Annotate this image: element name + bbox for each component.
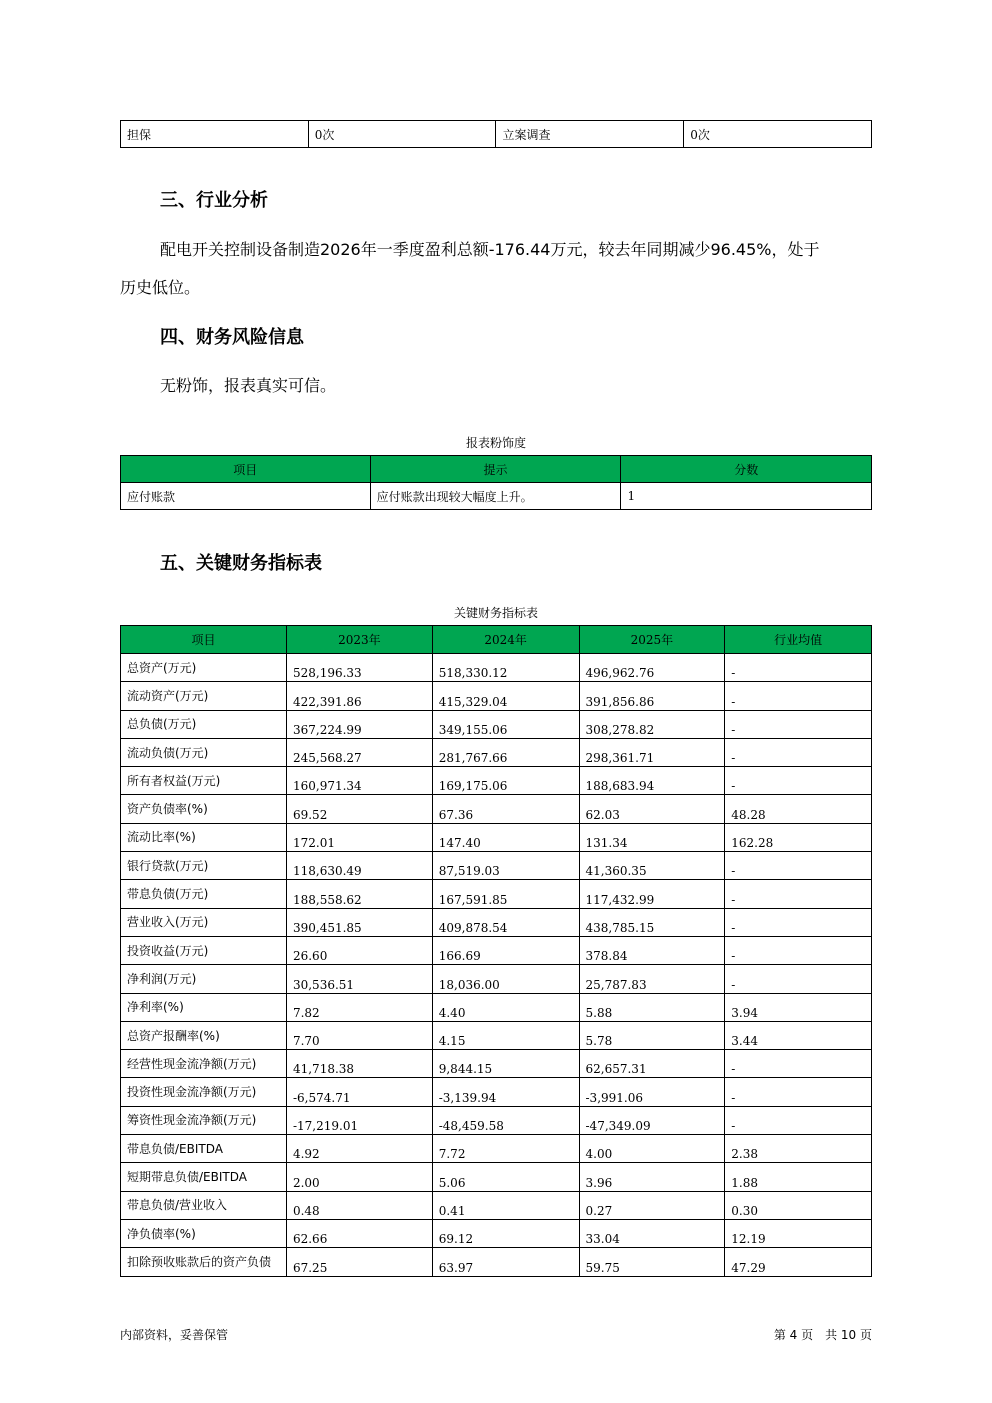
table-cell: - [725,1078,872,1106]
table-cell: 7.70 [286,1021,432,1049]
table-cell: 25,787.83 [579,965,725,993]
table-cell: 378.84 [579,936,725,964]
table-cell: 349,155.06 [432,710,579,738]
table-cell: 26.60 [286,936,432,964]
table-cell: 298,361.71 [579,738,725,766]
kpi-table-caption: 关键财务指标表 [453,606,538,620]
table-cell: 131.34 [579,823,725,851]
table-cell: 496,962.76 [579,654,725,682]
risk-count-table [120,120,872,148]
table-row [121,654,872,682]
table-row [121,1219,872,1247]
table-header-row [121,626,872,654]
row-label: 总资产(万元) [121,654,287,682]
table-cell: 7.82 [286,993,432,1021]
table-cell: - [725,767,872,795]
table-cell: 438,785.15 [579,908,725,936]
table-cell: 1 [621,483,872,510]
table-row [121,1078,872,1106]
table-cell: 5.06 [432,1163,579,1191]
table-cell: -3,991.06 [579,1078,725,1106]
kpi-table [120,625,872,1277]
row-label: 净利率(%) [121,993,287,1021]
table-cell: 2.00 [286,1163,432,1191]
table-cell: -48,459.58 [432,1106,579,1134]
table-row [121,852,872,880]
column-header: 项目 [121,626,287,654]
table-cell: 160,971.34 [286,767,432,795]
investigation-label: 立案调查 [496,121,684,148]
table-cell: 0.48 [286,1191,432,1219]
table-cell: - [725,682,872,710]
table-cell: 4.92 [286,1135,432,1163]
table-cell: 67.36 [432,795,579,823]
table-row [121,795,872,823]
risk-paragraph: 无粉饰，报表真实可信。 [160,376,337,395]
table-cell: 12.19 [725,1219,872,1247]
row-label: 筹资性现金流净额(万元) [121,1106,287,1134]
table-cell: - [725,710,872,738]
table-cell: 172.01 [286,823,432,851]
table-cell: 3.44 [725,1021,872,1049]
table-cell: 0.41 [432,1191,579,1219]
table-row [121,1106,872,1134]
table-row [121,823,872,851]
table-row [121,1248,872,1276]
section-kpi-title: 五、关键财务指标表 [160,553,322,574]
row-label: 流动资产(万元) [121,682,287,710]
table-cell: 166.69 [432,936,579,964]
column-header: 2023年 [286,626,432,654]
row-label: 流动负债(万元) [121,738,287,766]
table-cell: - [725,1106,872,1134]
table-row [121,738,872,766]
table-cell: - [725,1050,872,1078]
table-cell: - [725,936,872,964]
row-label: 扣除预收账款后的资产负债 [121,1248,287,1276]
row-label: 营业收入(万元) [121,908,287,936]
table-row [121,993,872,1021]
table-row [121,767,872,795]
row-label: 净利润(万元) [121,965,287,993]
dress-table [120,455,872,510]
table-row [121,121,872,148]
table-row [121,880,872,908]
column-header: 提示 [370,456,621,483]
table-cell: 245,568.27 [286,738,432,766]
column-header: 项目 [121,456,371,483]
row-label: 应付账款 [121,483,371,510]
row-label: 总负债(万元) [121,710,287,738]
table-cell: 48.28 [725,795,872,823]
table-row [121,483,872,510]
table-cell: 41,718.38 [286,1050,432,1078]
table-cell: 117,432.99 [579,880,725,908]
table-cell: 188,683.94 [579,767,725,795]
footer-left: 内部资料，妥善保管 [120,1328,229,1342]
table-cell: 69.12 [432,1219,579,1247]
table-cell: 528,196.33 [286,654,432,682]
industry-paragraph-line2: 历史低位。 [120,278,201,297]
table-cell: 3.96 [579,1163,725,1191]
table-cell: 9,844.15 [432,1050,579,1078]
table-cell: 147.40 [432,823,579,851]
table-cell: 18,036.00 [432,965,579,993]
table-cell: 63.97 [432,1248,579,1276]
table-cell: 69.52 [286,795,432,823]
table-cell: 33.04 [579,1219,725,1247]
table-cell: 1.88 [725,1163,872,1191]
table-cell: 7.72 [432,1135,579,1163]
row-label: 流动比率(%) [121,823,287,851]
table-cell: 518,330.12 [432,654,579,682]
table-cell: 5.88 [579,993,725,1021]
guarantee-count: 0次 [308,121,496,148]
table-cell: 281,767.66 [432,738,579,766]
table-cell: 62.03 [579,795,725,823]
table-cell: 62,657.31 [579,1050,725,1078]
row-label: 银行贷款(万元) [121,852,287,880]
table-cell: 3.94 [725,993,872,1021]
table-cell: -3,139.94 [432,1078,579,1106]
table-cell: 4.15 [432,1021,579,1049]
row-label: 净负债率(%) [121,1219,287,1247]
table-cell: 47.29 [725,1248,872,1276]
row-label: 所有者权益(万元) [121,767,287,795]
table-cell: 409,878.54 [432,908,579,936]
table-cell: 391,856.86 [579,682,725,710]
table-row [121,1050,872,1078]
table-cell: - [725,852,872,880]
table-row [121,1191,872,1219]
table-row [121,908,872,936]
row-label: 带息负债/营业收入 [121,1191,287,1219]
table-cell: 169,175.06 [432,767,579,795]
row-label: 经营性现金流净额(万元) [121,1050,287,1078]
table-row [121,710,872,738]
row-label: 投资性现金流净额(万元) [121,1078,287,1106]
table-cell: 87,519.03 [432,852,579,880]
table-cell: 30,536.51 [286,965,432,993]
dress-table-caption: 报表粉饰度 [465,436,526,450]
table-cell: 67.25 [286,1248,432,1276]
section-risk-title: 四、财务风险信息 [160,327,304,348]
row-label: 带息负债/EBITDA [121,1135,287,1163]
table-row [121,1135,872,1163]
table-cell: 367,224.99 [286,710,432,738]
section-industry-title: 三、行业分析 [160,190,268,211]
row-label: 带息负债(万元) [121,880,287,908]
table-cell: - [725,738,872,766]
table-cell: 167,591.85 [432,880,579,908]
table-row [121,1163,872,1191]
table-cell: 162.28 [725,823,872,851]
table-cell: 415,329.04 [432,682,579,710]
table-cell: - [725,654,872,682]
column-header: 行业均值 [725,626,872,654]
row-label: 总资产报酬率(%) [121,1021,287,1049]
table-cell: 4.00 [579,1135,725,1163]
table-cell: -6,574.71 [286,1078,432,1106]
table-cell: 390,451.85 [286,908,432,936]
table-row [121,965,872,993]
table-row [121,936,872,964]
table-cell: 188,558.62 [286,880,432,908]
industry-paragraph-line1: 配电开关控制设备制造2026年一季度盈利总额-176.44万元，较去年同期减少96.45%，处于 [160,240,820,259]
table-cell: 应付账款出现较大幅度上升。 [370,483,621,510]
table-cell: - [725,965,872,993]
row-label: 投资收益(万元) [121,936,287,964]
table-cell: - [725,880,872,908]
table-cell: 41,360.35 [579,852,725,880]
table-cell: 62.66 [286,1219,432,1247]
table-row [121,682,872,710]
table-cell: 118,630.49 [286,852,432,880]
guarantee-label: 担保 [121,121,309,148]
table-cell: -17,219.01 [286,1106,432,1134]
row-label: 短期带息负债/EBITDA [121,1163,287,1191]
table-cell: 0.30 [725,1191,872,1219]
table-cell: 422,391.86 [286,682,432,710]
table-header-row [121,456,872,483]
table-cell: 59.75 [579,1248,725,1276]
table-cell: 4.40 [432,993,579,1021]
footer-page-number: 第 4 页 共 10 页 [773,1328,872,1342]
table-cell: 308,278.82 [579,710,725,738]
investigation-count: 0次 [684,121,872,148]
column-header: 2025年 [579,626,725,654]
table-row [121,1021,872,1049]
table-cell: -47,349.09 [579,1106,725,1134]
table-cell: - [725,908,872,936]
row-label: 资产负债率(%) [121,795,287,823]
column-header: 2024年 [432,626,579,654]
table-cell: 0.27 [579,1191,725,1219]
table-cell: 5.78 [579,1021,725,1049]
column-header: 分数 [621,456,872,483]
table-cell: 2.38 [725,1135,872,1163]
